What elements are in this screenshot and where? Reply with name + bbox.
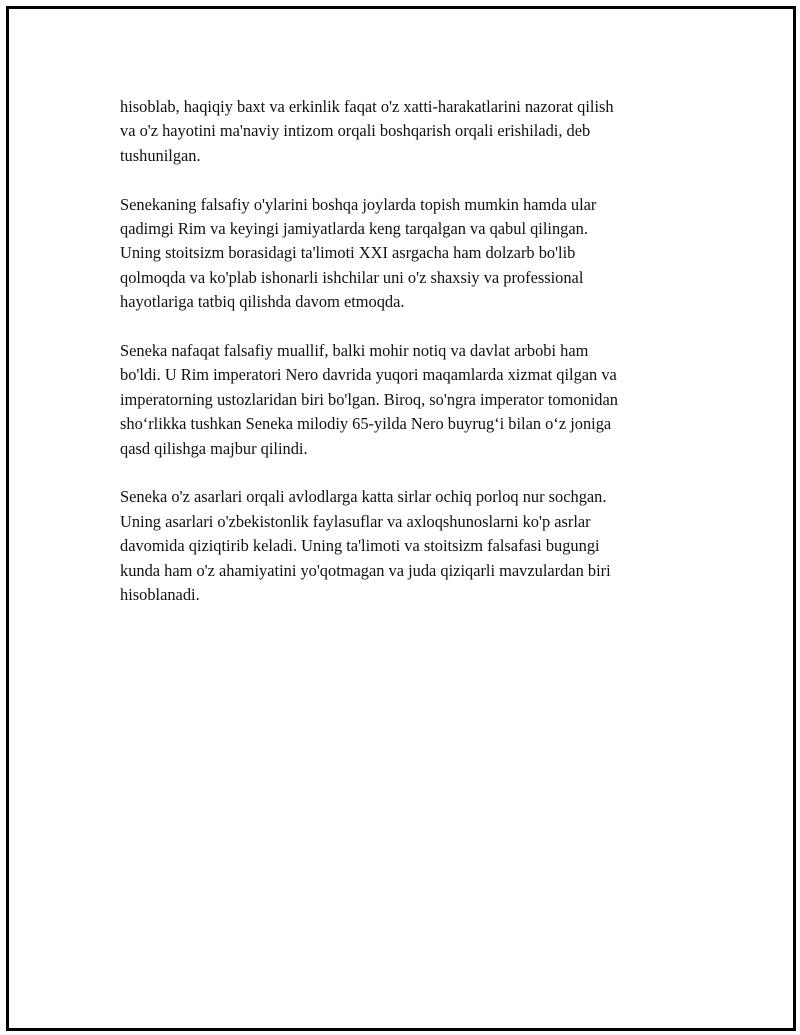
page-border [6,6,796,1031]
paragraph-line: va o'z hayotini ma'naviy intizom orqali boshqarish orqali erishiladi, deb [120,121,591,141]
paragraph-4 [120,485,688,607]
paragraph-line: bo'ldi. U Rim imperatori Nero davrida yuqori maqamlarda xizmat qilgan va [120,365,617,385]
paragraph-line: qadimgi Rim va keyingi jamiyatlarda keng tarqalgan va qabul qilingan. [120,219,588,239]
paragraph-line: hisoblab, haqiqiy baxt va erkinlik faqat o'z xatti-harakatlarini nazorat qilish [120,97,614,116]
paragraph-line: Seneka o'z asarlari orqali avlodlarga katta sirlar ochiq porloq nur sochgan. [120,487,607,507]
paragraph-line: sho‘rlikka tushkan Seneka milodiy 65-yilda Nero buyrug‘i bilan o‘z joniga [120,414,612,434]
paragraph-line: Senekaning falsafiy o'ylarini boshqa joylarda topish mumkin hamda ular [120,194,597,214]
paragraph-line: kunda ham o'z ahamiyatini yo'qotmagan va juda qiziqarli mavzulardan biri [120,560,611,580]
paragraph-line: Seneka nafaqat falsafiy muallif, balki mohir notiq va davlat arbobi ham [120,341,589,361]
paragraph-line: qasd qilishga majbur qilindi. [120,438,308,458]
paragraph-line: davomida qiziqtirib keladi. Uning ta'limoti va stoitsizm falsafasi bugungi [120,536,600,556]
paragraph-2 [120,193,688,315]
paragraph-1 [120,95,688,168]
paragraph-line: tushunilgan. [120,145,201,165]
paragraph-3 [120,339,688,461]
paragraph-line: Uning stoitsizm borasidagi ta'limoti XXI asrgacha ham dolzarb bo'lib [120,243,576,263]
document-body [120,95,688,632]
paragraph-line: Uning asarlari o'zbekistonlik faylasuflar va axloqshunoslarni ko'p asrlar [120,511,591,531]
paragraph-line: hisoblanadi. [120,585,200,605]
paragraph-line: qolmoqda va ko'plab ishonarli ishchilar uni o'z shaxsiy va professional [120,267,584,287]
paragraph-line: imperatorning ustozlaridan biri bo'lgan. Biroq, so'ngra imperator tomonidan [120,389,618,409]
paragraph-line: hayotlariga tatbiq qilishda davom etmoqda. [120,292,405,312]
